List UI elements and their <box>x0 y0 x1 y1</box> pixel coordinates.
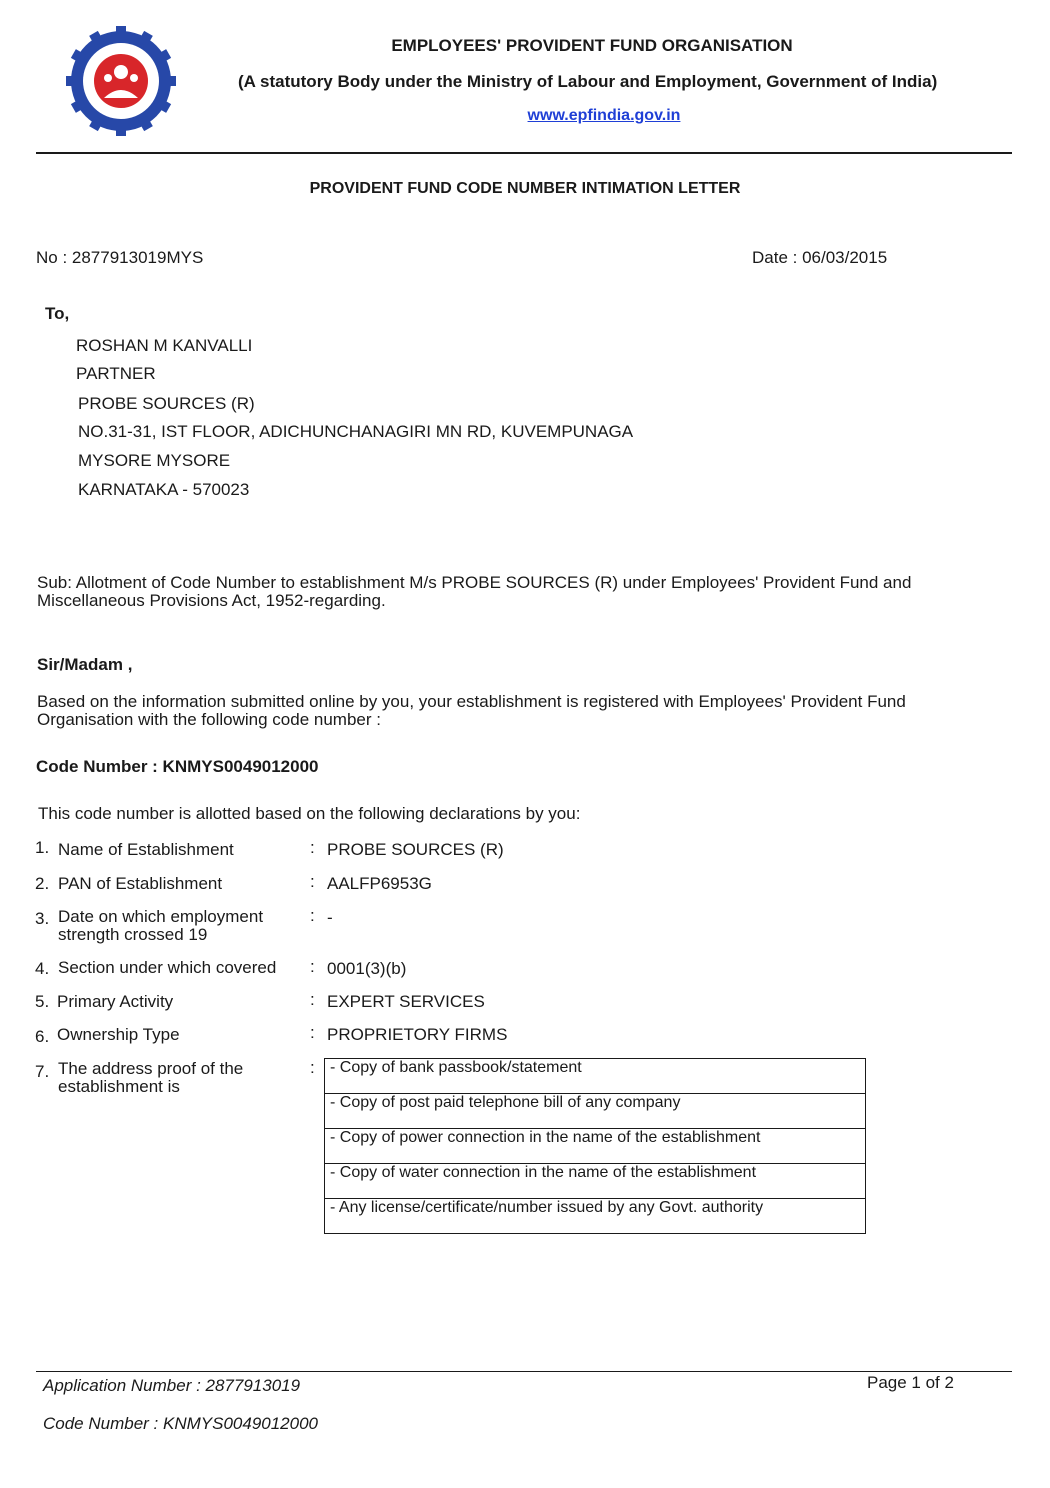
table-row <box>325 1199 866 1234</box>
org-subtitle: (A statutory Body under the Ministry of Labour and Employment, Government of India) <box>238 72 938 91</box>
addressee-name: ROSHAN M KANVALLI <box>76 336 253 355</box>
decl-6-colon: : <box>310 1023 315 1042</box>
decl-7-label: The address proof of the <box>58 1059 244 1078</box>
header-divider <box>36 152 1012 154</box>
decl-5-colon: : <box>310 990 315 1009</box>
addressee-city: MYSORE MYSORE <box>78 451 231 470</box>
address-proof-item: - Copy of post paid telephone bill of any company <box>325 1094 866 1129</box>
decl-6-value: PROPRIETORY FIRMS <box>327 1025 508 1044</box>
code-number: Code Number : KNMYS0049012000 <box>36 757 319 776</box>
decl-1-value: PROBE SOURCES (R) <box>327 840 504 859</box>
subject-line-2: Miscellaneous Provisions Act, 1952-regarding. <box>37 591 386 610</box>
decl-2-label: PAN of Establishment <box>58 874 223 893</box>
to-label: To, <box>45 304 70 323</box>
decl-5-value: EXPERT SERVICES <box>327 992 485 1011</box>
letter-date: Date : 06/03/2015 <box>752 248 888 267</box>
body-line-2: Organisation with the following code number : <box>37 710 381 729</box>
footer-page-number: Page 1 of 2 <box>867 1373 954 1392</box>
table-row <box>325 1164 866 1199</box>
body-line-1: Based on the information submitted online by you, your establishment is registered with Employees' Provident Fund <box>37 692 906 711</box>
org-name: EMPLOYEES' PROVIDENT FUND ORGANISATION <box>391 36 793 55</box>
address-proof-item: - Copy of bank passbook/statement <box>325 1059 866 1094</box>
footer-divider <box>36 1371 1012 1372</box>
decl-3-colon: : <box>310 906 315 925</box>
decl-4-num: 4. <box>35 959 50 978</box>
decl-7-label-2: establishment is <box>58 1077 180 1096</box>
addressee-address: NO.31-31, IST FLOOR, ADICHUNCHANAGIRI MN RD, KUVEMPUNAGA <box>78 422 634 441</box>
decl-1-colon: : <box>310 838 315 857</box>
decl-1-label: Name of Establishment <box>58 840 234 859</box>
decl-3-label: Date on which employment <box>58 907 264 926</box>
salutation: Sir/Madam , <box>37 655 133 674</box>
decl-2-colon: : <box>310 872 315 891</box>
letter-number: No : 2877913019MYS <box>36 248 204 267</box>
decl-7-num: 7. <box>35 1062 50 1081</box>
decl-2-value: AALFP6953G <box>327 874 432 893</box>
decl-3-value: - <box>327 908 333 927</box>
decl-4-colon: : <box>310 957 315 976</box>
decl-3-num: 3. <box>35 909 50 928</box>
website-link[interactable]: www.epfindia.gov.in <box>527 107 681 124</box>
declarations-intro: This code number is allotted based on the following declarations by you: <box>38 804 581 823</box>
letter-title: PROVIDENT FUND CODE NUMBER INTIMATION LETTER <box>309 180 741 197</box>
decl-7-colon: : <box>310 1058 315 1077</box>
footer-application-number: Application Number : 2877913019 <box>43 1376 301 1395</box>
decl-5-num: 5. <box>35 992 50 1011</box>
table-row <box>325 1129 866 1164</box>
table-row <box>325 1094 866 1129</box>
footer-code-number: Code Number : KNMYS0049012000 <box>43 1414 318 1433</box>
addressee-state-pin: KARNATAKA - 570023 <box>78 480 250 499</box>
address-proof-item: - Any license/certificate/number issued by any Govt. authority <box>325 1199 866 1234</box>
table-row <box>325 1059 866 1094</box>
addressee-company: PROBE SOURCES (R) <box>78 394 255 413</box>
decl-6-num: 6. <box>35 1027 50 1046</box>
decl-4-value: 0001(3)(b) <box>327 959 407 978</box>
decl-1-num: 1. <box>35 838 50 857</box>
address-proof-item: - Copy of power connection in the name of the establishment <box>325 1129 866 1164</box>
decl-2-num: 2. <box>35 874 50 893</box>
decl-4-label: Section under which covered <box>58 958 277 977</box>
subject-line-1: Sub: Allotment of Code Number to establishment M/s PROBE SOURCES (R) under Employees' Provident Fund and <box>37 573 912 592</box>
addressee-designation: PARTNER <box>76 364 156 383</box>
address-proof-table <box>324 1058 866 1234</box>
decl-5-label: Primary Activity <box>57 992 174 1011</box>
decl-6-label: Ownership Type <box>57 1025 180 1044</box>
address-proof-item: - Copy of water connection in the name of the establishment <box>325 1164 866 1199</box>
decl-3-label-2: strength crossed 19 <box>58 925 208 944</box>
